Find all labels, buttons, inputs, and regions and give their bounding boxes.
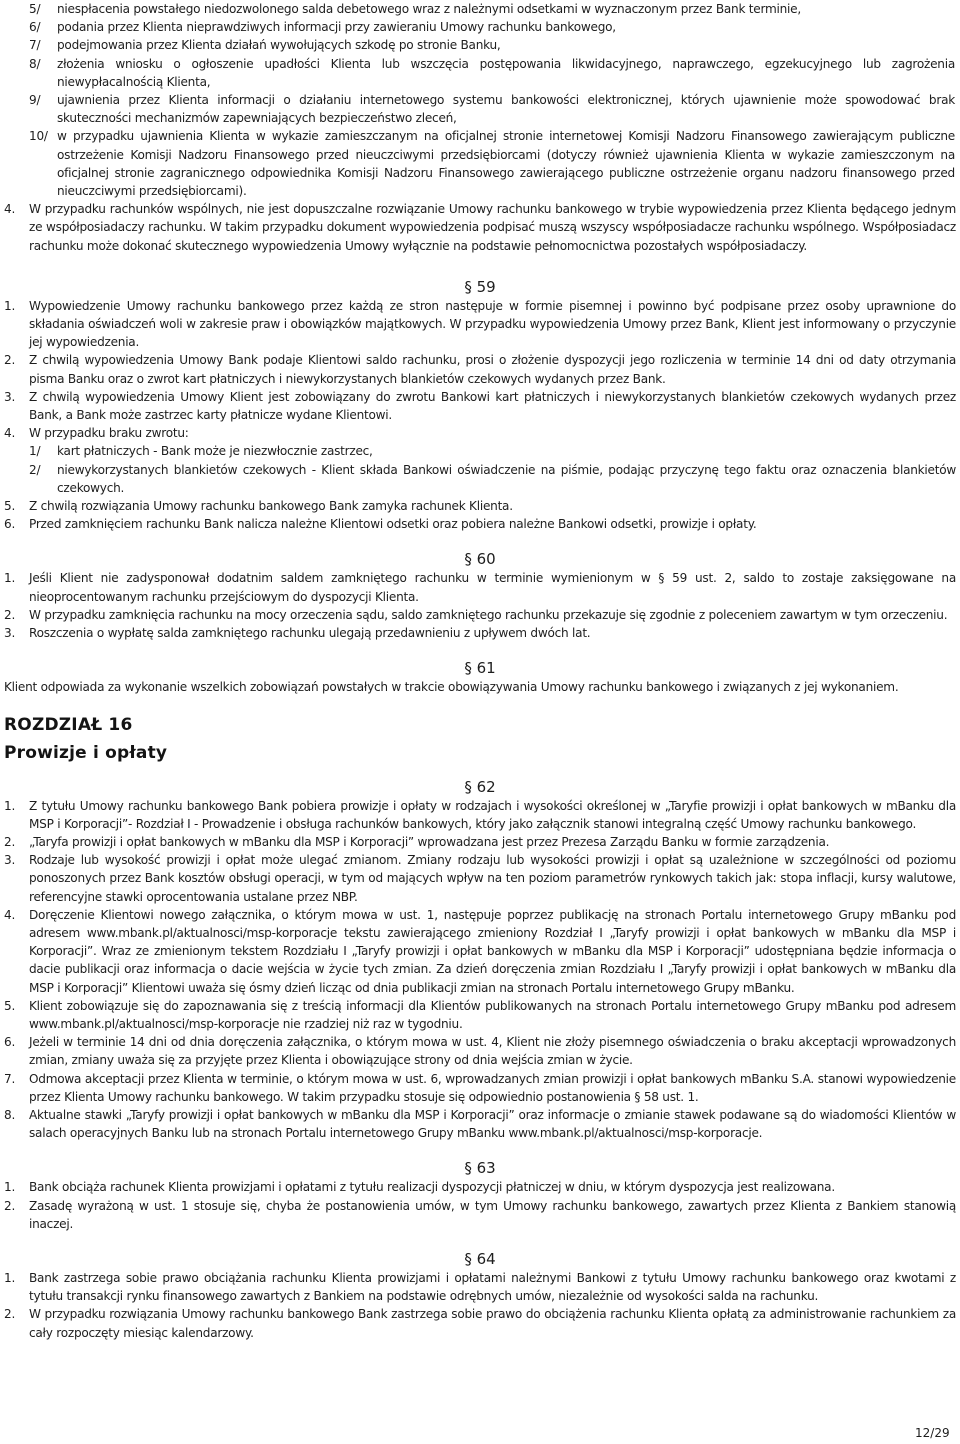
item-text: Przed zamknięciem rachunku Bank nalicza należne Klientowi odsetki oraz pobiera należne Bankowi odsetki, prowizje i opłaty. bbox=[29, 517, 757, 532]
item-text: Doręczenie Klientowi nowego załącznika, o którym mowa w ust. 1, następuje poprzez publikację na stronach Portalu internetowego Grupy mBanku pod adresem www.mbank.pl/aktualnosci/msp-korporacje tekstu zawierającego zmieniony Rozdział I „Taryfy prowizji i opłat bankowych w mBanku dla MSP i Korporacji”. Wraz ze zmienionym tekstem Rozdziału I „Taryfy prowizji i opłat bankowych w mBanku dla MSP i Korporacji” udostępniana będzie informacja o dacie publikacji oraz informacja o dacie wejścia w życie tych zmian. Za dzień doręczenia zmian Rozdziału I „Taryfy prowizji i opłat bankowych w mBanku dla MSP i Korporacji” Klientowi uważa się ósmy dzień licząc od dnia publikacji zmian na stronach Portalu internetowego Grupy mBanku. bbox=[29, 907, 956, 995]
item-text: kart płatniczych - Bank może je niezwłocznie zastrzec, bbox=[57, 444, 373, 459]
paragraph-item bbox=[0, 424, 960, 442]
list-item bbox=[0, 36, 960, 54]
item-text: Klient zobowiązuje się do zapoznawania się z treścią informacji dla Klientów publikowanych na stronach Portalu internetowego Grupy mBanku pod adresem www.mbank.pl/aktualnosci/msp-korporacje nie rzadziej niż raz w tygodniu. bbox=[29, 998, 956, 1031]
item-number: 3. bbox=[4, 389, 16, 404]
item-number: 4. bbox=[4, 907, 16, 922]
item-text: w przypadku ujawnienia Klienta w wykazie zamieszczanym na oficjalnej stronie internetowej Komisji Nadzoru Finansowego zawierającym publiczne ostrzeżenie Komisji Nadzoru Finansowego przed nieuczciwymi przedsiębiorcami (dotyczy również ujawnienia Klienta w wykazie zamieszczonym na oficjalnej stronie zagranicznego odpowiednika Komisji Nadzoru Finansowego zawierającego publiczne ostrzeżenie organu nadzoru finansowego przed nieuczciwymi przedsiębiorcami). bbox=[57, 129, 955, 199]
paragraph-item bbox=[0, 1269, 960, 1305]
item-text: W przypadku rachunków wspólnych, nie jest dopuszczalne rozwiązanie Umowy rachunku bankowego w trybie wypowiedzenia przez Klienta będącego jednym ze współposiadaczy rachunku. W takim przypadku dokument wypowiedzenia podpisać muszą wszyscy współposiadacze rachunku wspólnego. Współposiadacz rachunku może dokonać skutecznego wypowiedzenia Umowy wyłącznie na podstawie pełnomocnictwa pozostałych współposiadaczy. bbox=[29, 202, 956, 253]
item-text: Wypowiedzenie Umowy rachunku bankowego przez każdą ze stron następuje w formie pisemnej i powinno być podpisane przez osoby uprawnione do składania oświadczeń woli w zakresie praw i obowiązków majątkowych. W przypadku wypowiedzenia Umowy przez Bank, Klient jest informowany o przyczynie jej wypowiedzenia. bbox=[29, 298, 956, 350]
item-text: Z chwilą wypowiedzenia Umowy Bank podaje Klientowi saldo rachunku, prosi o złożenie dyspozycji jego rozliczenia w terminie 14 dni od daty otrzymania pisma Banku oraz o zwrot kart płatniczych i niewykorzystanych blankietów czekowych wydanych przez Bank. bbox=[29, 353, 956, 386]
paragraph-item bbox=[0, 606, 960, 624]
item-text: Roszczenia o wypłatę salda zamkniętego rachunku ulegają przedawnieniu z upływem dwóch lat. bbox=[29, 626, 591, 641]
paragraph-item bbox=[0, 624, 960, 642]
item-text: W przypadku braku zwrotu: bbox=[29, 426, 189, 441]
item-number: 1. bbox=[4, 1270, 16, 1285]
item-text: niewykorzystanych blankietów czekowych - Klient składa Bankowi oświadczenie na piśmie, podając przyczynę tego faktu oraz oznaczenia blankietów czekowych. bbox=[57, 462, 956, 495]
item-number: 8. bbox=[4, 1107, 16, 1122]
item-number: 4. bbox=[4, 202, 16, 217]
page-number: 12/29 bbox=[915, 1426, 950, 1440]
paragraph-item bbox=[0, 1197, 960, 1233]
list-item bbox=[0, 91, 960, 127]
item-number: 2/ bbox=[29, 462, 41, 477]
item-number: 1. bbox=[4, 1180, 16, 1195]
section-title: § 61 bbox=[464, 659, 496, 678]
list-item bbox=[0, 0, 960, 18]
section-title: § 60 bbox=[464, 550, 496, 569]
item-text: W przypadku zamknięcia rachunku na mocy orzeczenia sądu, saldo zamkniętego rachunku przekazuje się zgodnie z poleceniem zawartym w tym orzeczeniu. bbox=[29, 607, 948, 622]
item-text: ujawnienia przez Klienta informacji o działaniu internetowego systemu bankowości elektronicznej, których ujawnienie może spowodować brak skuteczności mechanizmów zapewniających bezpieczeństwo zleceń, bbox=[57, 93, 955, 126]
item-number: 10/ bbox=[29, 129, 48, 144]
item-number: 3. bbox=[4, 626, 16, 641]
section-59 bbox=[0, 277, 960, 534]
paragraph: Klient odpowiada za wykonanie wszelkich zobowiązań powstałych w trakcie obowiązywania Umowy rachunku bankowego i związanych z jej wykonaniem. bbox=[4, 680, 899, 695]
item-number: 6/ bbox=[29, 20, 41, 35]
section-title: § 63 bbox=[464, 1159, 496, 1178]
section-63 bbox=[0, 1158, 960, 1233]
item-number: 7/ bbox=[29, 38, 41, 53]
item-number: 5. bbox=[4, 499, 16, 514]
paragraph-item bbox=[0, 497, 960, 515]
item-number: 6. bbox=[4, 517, 16, 532]
paragraph-item bbox=[0, 569, 960, 605]
item-text: Odmowa akceptacji przez Klienta w terminie, o którym mowa w ust. 6, wprowadzanych zmian prowizji i opłat bankowych mBanku S.A. stanowi wypowiedzenie przez Klienta Umowy rachunku bankowego. W takim przypadku stosuje się odpowiednio postanowienia § 58 ust. 1. bbox=[29, 1071, 956, 1104]
item-number: 2. bbox=[4, 607, 16, 622]
section-60 bbox=[0, 549, 960, 642]
item-text: Bank obciąża rachunek Klienta prowizjami i opłatami z tytułu realizacji dyspozycji płatniczej w dniu, w którym dyspozycja jest realizowana. bbox=[29, 1180, 835, 1195]
item-number: 3. bbox=[4, 853, 16, 868]
item-text: Aktualne stawki „Taryfy prowizji i opłat bankowych w mBanku dla MSP i Korporacji” oraz informacje o zmianie stawek podawane są do wiadomości Klientów w salach operacyjnych Banku lub na stronach Portalu internetowego Grupy mBanku www.mbank.pl/aktualnosci/msp-korporacje. bbox=[29, 1107, 956, 1141]
item-text: niespłacenia powstałego niedozwolonego salda debetowego wraz z należnymi odsetkami w wyznaczonym przez Bank terminie, bbox=[57, 2, 801, 16]
item-text: podejmowania przez Klienta działań wywołujących szkodę po stronie Banku, bbox=[57, 38, 501, 53]
sub-item bbox=[0, 461, 960, 497]
item-number: 5/ bbox=[29, 2, 41, 16]
list-item bbox=[0, 18, 960, 36]
item-text: Z tytułu Umowy rachunku bankowego Bank pobiera prowizje i opłaty w rodzajach i wysokości określonej w „Taryfie prowizji i opłat bankowych w mBanku dla MSP i Korporacji”- Rozdział I - Prowadzenie i obsługa rachunków bankowych, który jako załącznik stanowi integralną część Umowy rachunku bankowego. bbox=[29, 798, 956, 831]
item-number: 1. bbox=[4, 571, 16, 586]
chapter-title: Prowizje i opłaty bbox=[4, 742, 168, 763]
paragraph-item bbox=[0, 906, 960, 997]
intro-list bbox=[0, 0, 960, 200]
item-number: 2. bbox=[4, 353, 16, 368]
list-item bbox=[0, 127, 960, 200]
item-number: 5. bbox=[4, 998, 16, 1013]
item-number: 1. bbox=[4, 798, 16, 813]
paragraph-item bbox=[0, 1178, 960, 1196]
paragraph-item bbox=[0, 833, 960, 851]
item-number: 1/ bbox=[29, 444, 41, 459]
item-text: Zasadę wyrażoną w ust. 1 stosuje się, chyba że postanowienia umów, w tym Umowy rachunku bankowego, zawartych przez Klienta z Bankiem stanowią inaczej. bbox=[29, 1198, 956, 1231]
paragraph-item bbox=[0, 388, 960, 424]
paragraph-item bbox=[0, 851, 960, 906]
item-number: 1. bbox=[4, 298, 16, 313]
chapter-heading bbox=[0, 711, 960, 767]
paragraph-item bbox=[0, 997, 960, 1033]
section-title: § 62 bbox=[464, 777, 496, 796]
item-text: złożenia wniosku o ogłoszenie upadłości Klienta lub wszczęcia postępowania likwidacyjnego, naprawczego, egzekucyjnego lub zagrożenia niewypłacalnością Klienta, bbox=[57, 56, 955, 89]
paragraph-item bbox=[0, 297, 960, 352]
chapter-number: ROZDZIAŁ 16 bbox=[4, 714, 133, 735]
paragraph-item bbox=[0, 1033, 960, 1069]
section-61 bbox=[0, 658, 960, 696]
paragraph-item bbox=[0, 351, 960, 387]
paragraph-item bbox=[0, 1070, 960, 1106]
item-number: 2. bbox=[4, 834, 16, 849]
paragraph-item bbox=[0, 515, 960, 533]
item-number: 8/ bbox=[29, 56, 41, 71]
item-number: 6. bbox=[4, 1035, 16, 1050]
item-number: 2. bbox=[4, 1198, 16, 1213]
item-number: 2. bbox=[4, 1307, 16, 1322]
item-text: Z chwilą rozwiązania Umowy rachunku bankowego Bank zamyka rachunek Klienta. bbox=[29, 499, 513, 514]
paragraph-item bbox=[0, 200, 960, 255]
item-number: 9/ bbox=[29, 93, 41, 108]
item-text: Jeśli Klient nie zadysponował dodatnim saldem zamkniętego rachunku w terminie wymienionym w § 59 ust. 2, saldo to zostaje zaksięgowane na nieoprocentowanym rachunku przejściowym do dyspozycji Klienta. bbox=[29, 571, 956, 604]
paragraph-item bbox=[0, 797, 960, 833]
item-text: Rodzaje lub wysokość prowizji i opłat może ulegać zmianom. Zmiany rodzaju lub wysokości prowizji i opłat są uzależnione w szczególności od poziomu ponoszonych przez Bank kosztów obsługi operacji, w tym od mających wpływ na ten poziom parametrów rynkowych takich jak: stopa inflacji, kursy walutowe, referencyjne stawki oprocentowania ustalane przez NBP. bbox=[29, 853, 956, 904]
item-number: 4. bbox=[4, 426, 16, 441]
sub-item bbox=[0, 442, 960, 460]
item-text: Jeżeli w terminie 14 dni od dnia doręczenia załącznika, o którym mowa w ust. 4, Klient nie złoży pisemnego oświadczenia o braku akceptacji wprowadzonych zmian, zmiany uważa się za przyjęte przez Klienta i obowiązujące strony od dnia wejścia zmian w życie. bbox=[29, 1035, 956, 1068]
section-title: § 64 bbox=[464, 1249, 496, 1268]
section-62 bbox=[0, 777, 960, 1143]
item-number: 7. bbox=[4, 1071, 16, 1086]
item-text: W przypadku rozwiązania Umowy rachunku bankowego Bank zastrzega sobie prawo do obciążenia rachunku Klienta opłatą za administrowanie rachunkiem za cały rozpoczęty miesiąc kalendarzowy. bbox=[29, 1307, 956, 1340]
section-title: § 59 bbox=[464, 277, 496, 296]
item-text: podania przez Klienta nieprawdziwych informacji przy zawieraniu Umowy rachunku bankowego, bbox=[57, 20, 616, 35]
section-64 bbox=[0, 1249, 960, 1342]
item-text: Bank zastrzega sobie prawo obciążania rachunku Klienta prowizjami i opłatami należnymi Bankowi z tytułu Umowy rachunku bankowego oraz kwotami z tytułu transakcji rynku finansowego zawartych z Bankiem na podstawie odrębnych umów, niezależnie od wysokości salda na rachunku. bbox=[29, 1270, 956, 1304]
item-text: Z chwilą wypowiedzenia Umowy Klient jest zobowiązany do zwrotu Bankowi kart płatniczych i niewykorzystanych blankietów czekowych wydanych przez Bank, a Bank może zastrzec karty płatnicze wydane Klientowi. bbox=[29, 389, 956, 423]
list-item bbox=[0, 55, 960, 91]
paragraph-item bbox=[0, 1106, 960, 1142]
item-text: „Taryfa prowizji i opłat bankowych w mBanku dla MSP i Korporacji” wprowadzana jest przez Prezesa Zarządu Banku w formie zarządzenia. bbox=[29, 834, 830, 849]
paragraph-item bbox=[0, 1305, 960, 1341]
